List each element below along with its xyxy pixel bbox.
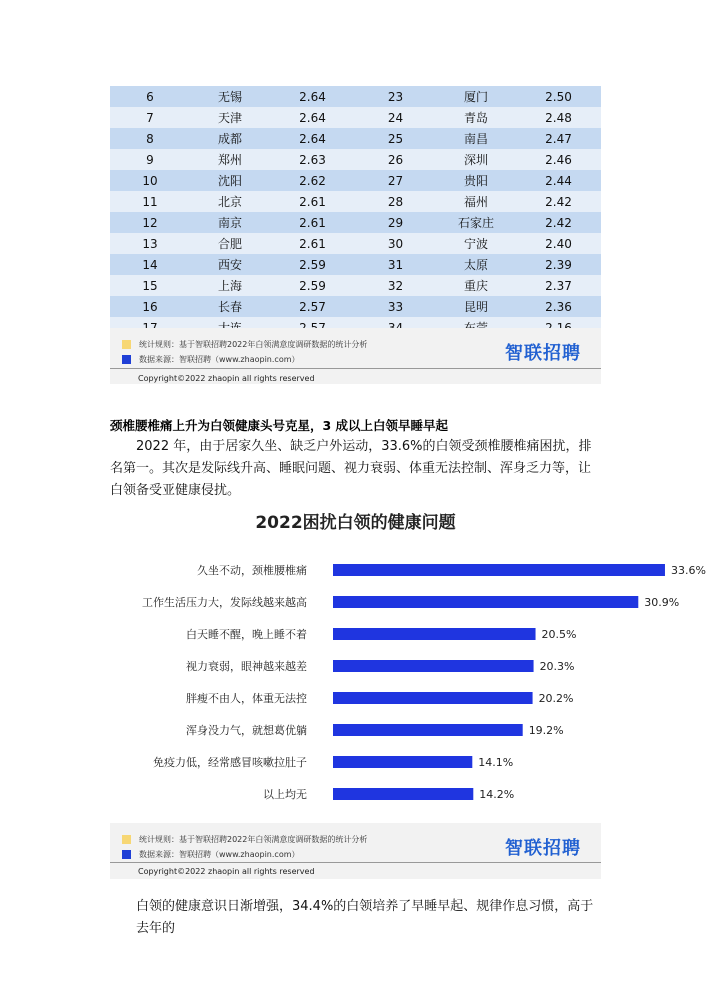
value-label: 20.5% [541,628,577,641]
value-label: 19.2% [528,724,564,737]
table-cell: 2.64 [270,86,355,107]
bar [333,628,536,640]
rule-row-2 [122,834,367,845]
table-cell: 2.46 [516,149,601,170]
table-cell: 2.61 [270,191,355,212]
table-cell: 长春 [190,296,270,317]
category-label: 浑身没力气，就想葛优躺 [186,724,307,737]
table-cell: 上海 [190,275,270,296]
table-cell: 2.59 [270,275,355,296]
table-cell: 2.62 [270,170,355,191]
category-label: 久坐不动，颈椎腰椎痛 [197,564,307,577]
table-cell: 重庆 [436,275,516,296]
category-label: 免疫力低，经常感冒咳嗽拉肚子 [153,756,307,769]
table-row [110,170,601,191]
table-cell: 2.42 [516,212,601,233]
category-label: 以上均无 [263,788,307,801]
table-cell: 沈阳 [190,170,270,191]
table-cell: 南昌 [436,128,516,149]
table-cell: 贵阳 [436,170,516,191]
table-cell: 北京 [190,191,270,212]
blue-square-icon [122,355,131,364]
table-cell: 2.44 [516,170,601,191]
table-cell: 2.64 [270,128,355,149]
table-cell: 15 [110,275,190,296]
source-text: 数据来源：智联招聘（www.zhaopin.com） [139,355,300,364]
table-cell: 2.39 [516,254,601,275]
table-cell: 2.61 [270,233,355,254]
table-cell: 2.36 [516,296,601,317]
table-cell: 宁波 [436,233,516,254]
rule-text-2: 统计规则：基于智联招聘2022年白领满意度调研数据的统计分析 [139,835,368,844]
table-cell: 2.50 [516,86,601,107]
table-cell: 6 [110,86,190,107]
rule-text: 统计规则：基于智联招聘2022年白领满意度调研数据的统计分析 [139,340,368,349]
table-cell: 23 [355,86,436,107]
table-cell: 11 [110,191,190,212]
table-cell: 25 [355,128,436,149]
logo-text: 智联招聘 [505,343,581,364]
table-cell: 2.47 [516,128,601,149]
table-cell: 成都 [190,128,270,149]
table-cell: 郑州 [190,149,270,170]
table-row [110,296,601,317]
table-cell: 28 [355,191,436,212]
table-cell: 29 [355,212,436,233]
copyright-2: Copyright©2022 zhaopin all rights reserved [138,867,315,876]
value-label: 33.6% [670,564,706,577]
bar [333,692,533,704]
table-cell: 厦门 [436,86,516,107]
category-label: 视力衰弱，眼神越来越差 [186,660,307,673]
table-row [110,191,601,212]
health-chart [110,498,706,823]
table-cell: 2.64 [270,107,355,128]
table-body [110,86,601,338]
category-label: 工作生活压力大，发际线越来越高 [142,596,307,609]
source-text-2: 数据来源：智联招聘（www.zhaopin.com） [139,850,300,859]
table-cell: 2.59 [270,254,355,275]
bar [333,756,472,768]
divider [110,368,601,369]
table-row [110,212,601,233]
value-label: 14.2% [479,788,515,801]
bar [333,660,534,672]
table-cell: 福州 [436,191,516,212]
table-cell: 南京 [190,212,270,233]
table-cell: 7 [110,107,190,128]
bar-chart-svg [110,498,706,823]
copyright: Copyright©2022 zhaopin all rights reserved [138,374,315,383]
table-cell: 31 [355,254,436,275]
table-cell: 13 [110,233,190,254]
category-label: 胖瘦不由人，体重无法控 [186,692,307,705]
table-cell: 合肥 [190,233,270,254]
bar [333,788,473,800]
table-row [110,254,601,275]
table-cell: 2.63 [270,149,355,170]
value-label: 20.3% [539,660,575,673]
table-cell: 26 [355,149,436,170]
table-cell: 24 [355,107,436,128]
chart-title: 2022困扰白领的健康问题 [255,513,456,533]
divider-2 [110,862,601,863]
table-cell: 深圳 [436,149,516,170]
table-cell: 30 [355,233,436,254]
bar [333,596,638,608]
table-cell: 太原 [436,254,516,275]
rule-row [122,339,367,350]
paragraph-2: 白领的健康意识日渐增强，34.4%的白领培养了早睡早起、规律作息习惯，高于去年的 [136,899,594,936]
table-cell: 8 [110,128,190,149]
table-row [110,275,601,296]
table-cell: 9 [110,149,190,170]
table-row [110,86,601,107]
category-label: 白天睡不醒，晚上睡不着 [186,628,307,641]
table-cell: 32 [355,275,436,296]
table-cell: 2.57 [270,296,355,317]
table-row [110,233,601,254]
value-label: 30.9% [644,596,680,609]
table-row [110,107,601,128]
table-cell: 27 [355,170,436,191]
source-row [122,354,300,365]
table-cell: 16 [110,296,190,317]
blue-square-icon [122,850,131,859]
table-cell: 33 [355,296,436,317]
table-cell: 石家庄 [436,212,516,233]
table-cell: 10 [110,170,190,191]
table-row [110,128,601,149]
city-ranking-table [110,86,601,338]
yellow-square-icon [122,340,131,349]
source-row-2 [122,849,300,860]
yellow-square-icon [122,835,131,844]
table-row [110,149,601,170]
bar [333,724,523,736]
zhaopin-logo-2 [505,834,581,860]
value-label: 20.2% [538,692,574,705]
table-cell: 2.42 [516,191,601,212]
table-cell: 2.61 [270,212,355,233]
table-cell: 2.37 [516,275,601,296]
bar [333,564,665,576]
logo-text-2: 智联招聘 [505,838,581,859]
table-cell: 天津 [190,107,270,128]
table-cell: 无锡 [190,86,270,107]
table-cell: 14 [110,254,190,275]
zhaopin-logo [505,339,581,365]
paragraph-1: 2022 年，由于居家久坐、缺乏户外运动，33.6%的白领受颈椎腰椎痛困扰，排名第一。其次是发际线升高、睡眠问题、视力衰弱、体重无法控制、浑身乏力等，让白领备受亚健康侵扰。 [110,439,592,498]
table-cell: 青岛 [436,107,516,128]
table-cell: 2.40 [516,233,601,254]
table-cell: 西安 [190,254,270,275]
table-cell: 2.48 [516,107,601,128]
table-cell: 昆明 [436,296,516,317]
value-label: 14.1% [478,756,514,769]
section-heading: 颈椎腰椎痛上升为白领健康头号克星，3 成以上白领早睡早起 [110,418,449,433]
table-cell: 12 [110,212,190,233]
